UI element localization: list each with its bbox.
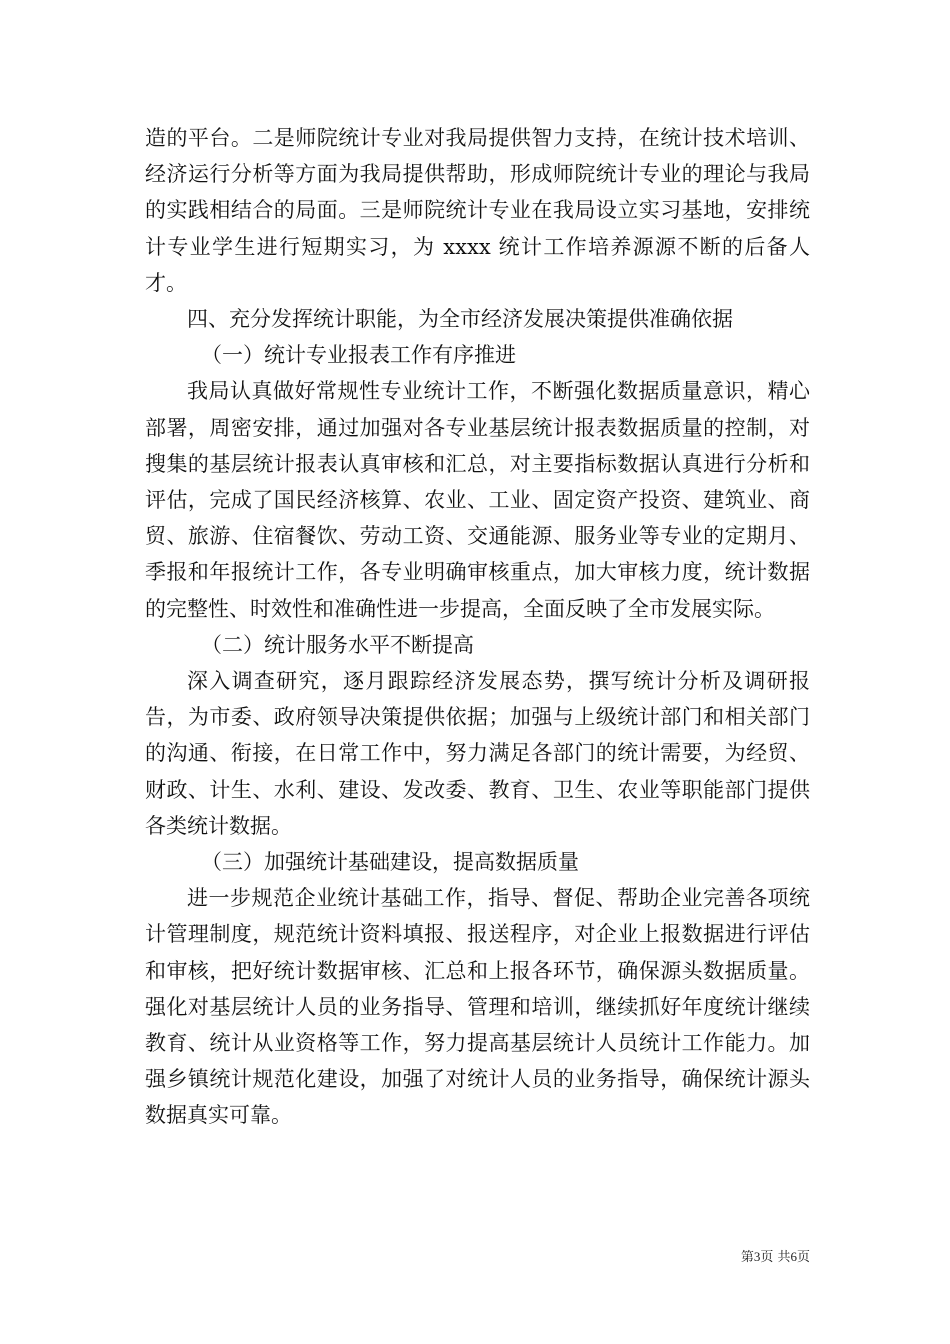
subsection-heading: （一）统计专业报表工作有序推进 — [201, 343, 516, 368]
total-page-number: 6 — [790, 1249, 797, 1264]
footer-suffix: 页 — [796, 1250, 810, 1265]
paragraph: 我局认真做好常规性专业统计工作，不断强化数据质量意识，精心部署，周密安排，通过加强对各专业基层统计报表数据质量的控制，对搜集的基层统计报表认真审核和汇总，对主要指标数据认真进行分析和评估，完成了国民经济核算、农业、工业、固定资产投资、建筑业、商贸、旅游、住宿餐饮、劳动工资、交通能源、服务业等专业的定期月、季报和年报统计工作，各专业明确审核重点，加大审核力度，统计数据的完整性、时效性和准确性进一步提高，全面反映了全市发展实际。 — [145, 379, 810, 621]
section-heading: 四、充分发挥统计职能，为全市经济发展决策提供准确依据 — [187, 307, 733, 332]
subsection-heading: （三）加强统计基础建设，提高数据质量 — [201, 850, 579, 875]
footer-middle: 页 共 — [760, 1250, 791, 1265]
document-body — [145, 120, 810, 1134]
subsection-heading: （二）统计服务水平不断提高 — [201, 632, 474, 657]
paragraph-continued: 造的平台。二是师院统计专业对我局提供智力支持，在统计技术培训、经济运行分析等方面为我局提供帮助，形成师院统计专业的理论与我局的实践相结合的局面。三是师院统计专业在我局设立实习基地，安排统计专业学生进行短期实习，为 xxxx 统计工作培养源源不断的后备人才。 — [145, 126, 810, 295]
footer-prefix: 第 — [740, 1250, 754, 1265]
paragraph: 进一步规范企业统计基础工作，指导、督促、帮助企业完善各项统计管理制度，规范统计资料填报、报送程序，对企业上报数据进行评估和审核，把好统计数据审核、汇总和上报各环节，确保源头数据质量。强化对基层统计人员的业务指导、管理和培训，继续抓好年度统计继续教育、统计从业资格等工作，努力提高基层统计人员统计工作能力。加强乡镇统计规范化建设，加强了对统计人员的业务指导，确保统计源头数据真实可靠。 — [145, 886, 810, 1128]
page-number-footer — [700, 1248, 810, 1267]
current-page-number: 3 — [753, 1249, 761, 1264]
paragraph: 深入调查研究，逐月跟踪经济发展态势，撰写统计分析及调研报告，为市委、政府领导决策提供依据；加强与上级统计部门和相关部门的沟通、衔接，在日常工作中，努力满足各部门的统计需要，为经贸、财政、计生、水利、建设、发改委、教育、卫生、农业等职能部门提供各类统计数据。 — [145, 669, 810, 838]
